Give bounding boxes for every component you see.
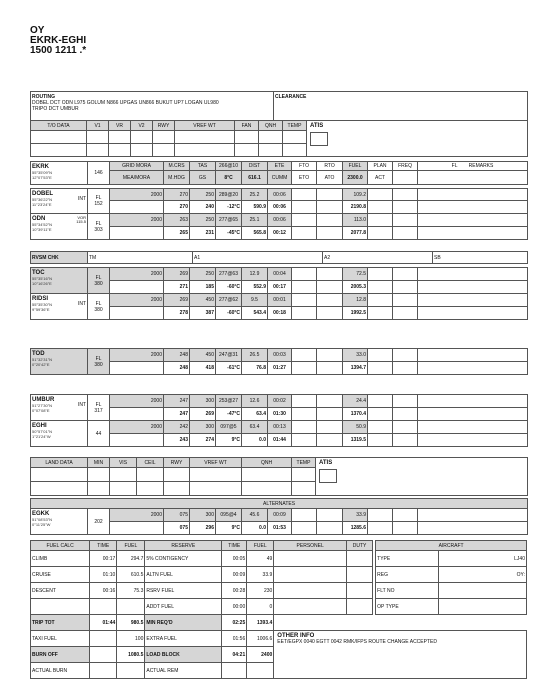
to-data-header: T/O DATA (31, 121, 87, 131)
act-header: ACT (368, 171, 393, 185)
remarks-label: REMARKS (468, 163, 494, 169)
rvsm-a2[interactable]: A2 (323, 252, 433, 264)
rvsm-table (30, 251, 528, 264)
remarks-header (418, 162, 528, 171)
land-qnh-header: QNH (242, 458, 292, 468)
waypoint-lat: 55°34'52"N (32, 222, 53, 227)
ekrk-cell (31, 162, 88, 185)
ac-optype-label: OP TYPE (376, 599, 438, 615)
ac-optype-value[interactable] (438, 599, 526, 615)
to-input[interactable] (31, 131, 87, 144)
waypoint-name: DOBEL (32, 191, 53, 197)
waypoint-fl: 44 (88, 421, 110, 447)
landing-data-table (30, 457, 528, 496)
header-line-1: OY (30, 25, 45, 36)
ekrk-fl: 146 (88, 162, 110, 185)
land-atis-box[interactable] (319, 469, 337, 483)
waypoint-lat: 55°36'22"N (32, 197, 53, 202)
vr-header: VR (109, 121, 131, 131)
waypoint-fl: FL 380 (88, 349, 110, 375)
waypoint-fl: FL 380 (88, 268, 110, 294)
reserve-fuel-header: FUEL (247, 541, 274, 551)
nav-log-header-table (30, 161, 528, 185)
waypoints-table-3: UMBUR INT 51°27'30"N 0°07'08"E FL 317 2000 247 300 253@27 12.6 00:02 24.4 247 269 -47°C 63.4 01:30 1370.4 EGHI 50°57'01"N 1°21'24"W 44 2000 242 300 097@5 63.4 00:13 50.9 243 274 9°C 0.0 01:44 1319.5 (30, 394, 528, 447)
rvsm-tm[interactable]: TM (88, 252, 193, 264)
duty-header: DUTY (347, 541, 373, 551)
qnh-input[interactable] (259, 131, 283, 144)
alternate-egkk: EGKK 51°08'53"N 0°11'25"W (31, 509, 88, 535)
waypoint-dobel (31, 189, 88, 214)
fto-header: FTO (292, 162, 317, 171)
descent-label: DESCENT (31, 583, 90, 599)
rvsm-label: RVSM CHK (31, 252, 88, 264)
reserve-header: RESERVE (145, 541, 222, 551)
waypoint-fl: FL 303 (88, 214, 110, 240)
gs-header: GS (190, 171, 216, 185)
waypoint-odn (31, 214, 88, 240)
atis-cell (307, 121, 528, 157)
rvsm-a1[interactable]: A1 (193, 252, 323, 264)
temp-header: TEMP (283, 121, 307, 131)
atis-box[interactable] (310, 132, 328, 146)
fl-header: FL (451, 163, 458, 169)
fuel-fuel-header: FUEL (117, 541, 145, 551)
waypoint-toc: TOC 55°35'16"N 10°16'26"E (31, 268, 88, 294)
vref-wt-header: VREF WT (175, 121, 235, 131)
fan-header: FAN (235, 121, 259, 131)
ac-type-value[interactable]: LJ40 (438, 551, 526, 567)
rto-header: RTO (317, 162, 343, 171)
dist-header: DIST (242, 162, 268, 171)
header-line-2: EKRK-EGHI (30, 35, 87, 46)
fuel-calc-header: FUEL CALC (31, 541, 90, 551)
total-dist: 616.1 (242, 171, 268, 185)
total-fuel: 2300.0 (343, 171, 368, 185)
waypoint-fl: FL 380 (88, 294, 110, 320)
ac-type-label: TYPE (376, 551, 438, 567)
land-temp-header: TEMP (292, 458, 316, 468)
routing-text-1: DOBEL DCT ODN L975 GOLUM N866 UPGAS UN866 BUKUT UP7 LOGAN UL980 (32, 100, 219, 106)
vis-header: VIS (110, 458, 137, 468)
cumm-header: CUMM (268, 171, 292, 185)
waypoint-name: ODN (32, 216, 46, 222)
ceil-header: CEIL (137, 458, 164, 468)
atis-label: ATIS (310, 123, 324, 129)
alternates-label: ALTERNATES (31, 499, 528, 509)
trip-tot-label: TRIP TOT (31, 615, 90, 631)
waypoint-fl: FL 317 (88, 395, 110, 421)
waypoint-fl: FL 152 (88, 189, 110, 214)
v2-input[interactable] (131, 131, 153, 144)
taxi-fuel-label: TAXI FUEL (31, 631, 90, 647)
land-vref-header: VREF WT (190, 458, 242, 468)
ac-flt-value[interactable] (438, 583, 526, 599)
other-info-cell (274, 631, 527, 679)
climb-label: CLIMB (31, 551, 90, 567)
flight-header (30, 26, 86, 56)
personel-header: PERSONEL (274, 541, 347, 551)
routing-label: ROUTING (32, 94, 56, 100)
grid-mora-header: GRID MORA (110, 162, 164, 171)
temp-value: 8°C (216, 171, 242, 185)
ac-reg-label: REG (376, 567, 438, 583)
waypoint-ridsi: RIDSI INT 55°35'30"N 9°59'36"E (31, 294, 88, 320)
tas-header: TAS (190, 162, 216, 171)
waypoint-umbur: UMBUR INT 51°27'30"N 0°07'08"E (31, 395, 88, 421)
other-info-label: OTHER INFO (277, 633, 315, 639)
alternate-fl: 202 (88, 509, 110, 535)
wind-header: 266@10 (216, 162, 242, 171)
qnh-header: QNH (259, 121, 283, 131)
vref-input[interactable] (175, 131, 235, 144)
alternates-table: ALTERNATES EGKK 51°08'53"N 0°11'25"W 202 2000 075 300 095@4 45.6 00:09 33.9 075 296 9°C 0.0 01:53 1285.6 (30, 498, 528, 535)
waypoints-table-2: TOC 55°35'16"N 10°16'26"E FL 380 2000 269 250 277@63 12.9 00:04 72.5 271 185 -60°C 552.9 00:17 2005.3 RIDSI INT 55°35'30"N 9°59'36"E FL 380 2000 269 450 277@62 9.5 00:01 12.8 278 387 -60°C 543.4 00:18 1992.5 (30, 267, 528, 320)
waypoint-type: VOR 115.5 (76, 215, 86, 224)
cruise-label: CRUISE (31, 567, 90, 583)
fan-input[interactable] (235, 131, 259, 144)
rwy-header: RWY (153, 121, 175, 131)
v1-header: V1 (87, 121, 109, 131)
vr-input[interactable] (109, 131, 131, 144)
routing-cell (31, 92, 274, 121)
v2-header: V2 (131, 121, 153, 131)
tod-table: TOD 51°32'31"N 0°20'42"E FL 380 2000 248 450 247@31 26.5 00:03 33.0 248 418 -61°C 76.8 01:27 1394.7 (30, 348, 528, 375)
header-line-3: 1500 1211 .* (30, 45, 87, 56)
min-header: MIN (88, 458, 110, 468)
aircraft-header: AIRCRAFT (376, 541, 527, 551)
temp-input[interactable] (283, 131, 307, 144)
routing-text-2: TRIPO DCT UMBUR (32, 106, 79, 112)
ekrk-name: EKRK (32, 164, 50, 170)
clearance-label: CLEARANCE (275, 94, 307, 100)
other-info-text: EET/EGPX 0040 EGTT 0042 RMK/IFPS ROUTE CHANGE ACCEPTED (277, 639, 437, 645)
rwy-input[interactable] (153, 131, 175, 144)
waypoints-table-1: DOBEL INT 55°36'22"N 11°23'24"E FL 152 2000 270 250 289@20 25.2 00:06 109.2 270 240 -12°C 590.9 00:06 2190.8 ODN VOR 115.5 55°34'52"N 10°39'11"E FL 303 2000 263 250 277@65 25.1 00:06 113.0 265 231 -45°C 565.8 00:12 2077.8 (30, 188, 528, 240)
waypoint-lon: 10°39'11"E (32, 227, 52, 232)
mea-mora-header: MEA/MORA (110, 171, 164, 185)
ete-header: ETE (268, 162, 292, 171)
waypoint-eghi: EGHI 50°57'01"N 1°21'24"W (31, 421, 88, 447)
fuel-header: FUEL (343, 162, 368, 171)
land-rwy-header: RWY (164, 458, 190, 468)
plan-header: PLAN (368, 162, 393, 171)
waypoint-type: INT (77, 196, 86, 202)
mcrs-header: M.CRS (164, 162, 190, 171)
takeoff-data-table (30, 120, 528, 157)
burn-off-label: BURN OFF (31, 647, 90, 663)
waypoint-tod: TOD 51°32'31"N 0°20'42"E (31, 349, 88, 375)
routing-table (30, 91, 528, 121)
clearance-cell[interactable] (274, 92, 528, 121)
freq-header: FREQ (393, 162, 418, 171)
land-data-header: LAND DATA (31, 458, 88, 468)
reserve-time-header: TIME (222, 541, 247, 551)
ato-header: ATO (317, 171, 343, 185)
fuel-calc-table: FUEL CALC TIME FUEL RESERVE TIME FUEL PERSONEL DUTY AIRCRAFT CLIMB 00:17 294.7 5% CONTIGENCY 00:05 49 TYPE LJ40 CRUISE 01:10 610.5 ALTN FUEL 00:09 33.9 REG OY: DESCENT 00:16 75.3 RSRV FUEL 00:28 230 FLT NO ADDT FUEL 00:00 0 OP TYPE TRIP TOT 01:44 980.5 MIN REQ'D 02:25 1393.4 TAXI FUEL 100 EXTRA FUEL 01:56 1006.6 OTHER INFO EET/EGPX 0040 EGTT 0042 RMK/IFPS ROUTE CHANGE ACCEPTED BURN OFF 1080.5 LOAD BLOCK 04:21 2400 ACTUAL BURN ACTUAL REM (30, 540, 527, 679)
v1-input[interactable] (87, 131, 109, 144)
ekrk-lat: 55°35'09"N (32, 170, 53, 175)
rvsm-sb[interactable]: SB (433, 252, 528, 264)
ac-flt-label: FLT NO (376, 583, 438, 599)
land-atis-cell (316, 458, 528, 496)
fuel-time-header: TIME (90, 541, 117, 551)
ac-reg-value[interactable]: OY: (438, 567, 526, 583)
waypoint-lon: 11°23'24"E (32, 202, 52, 207)
actual-rem-label: ACTUAL REM (145, 663, 222, 679)
eto-header: ETO (292, 171, 317, 185)
mhdg-header: M.HDG (164, 171, 190, 185)
ekrk-lon: 12°07'53"E (32, 175, 52, 180)
actual-burn-label: ACTUAL BURN (31, 663, 90, 679)
land-atis-label: ATIS (319, 460, 333, 466)
